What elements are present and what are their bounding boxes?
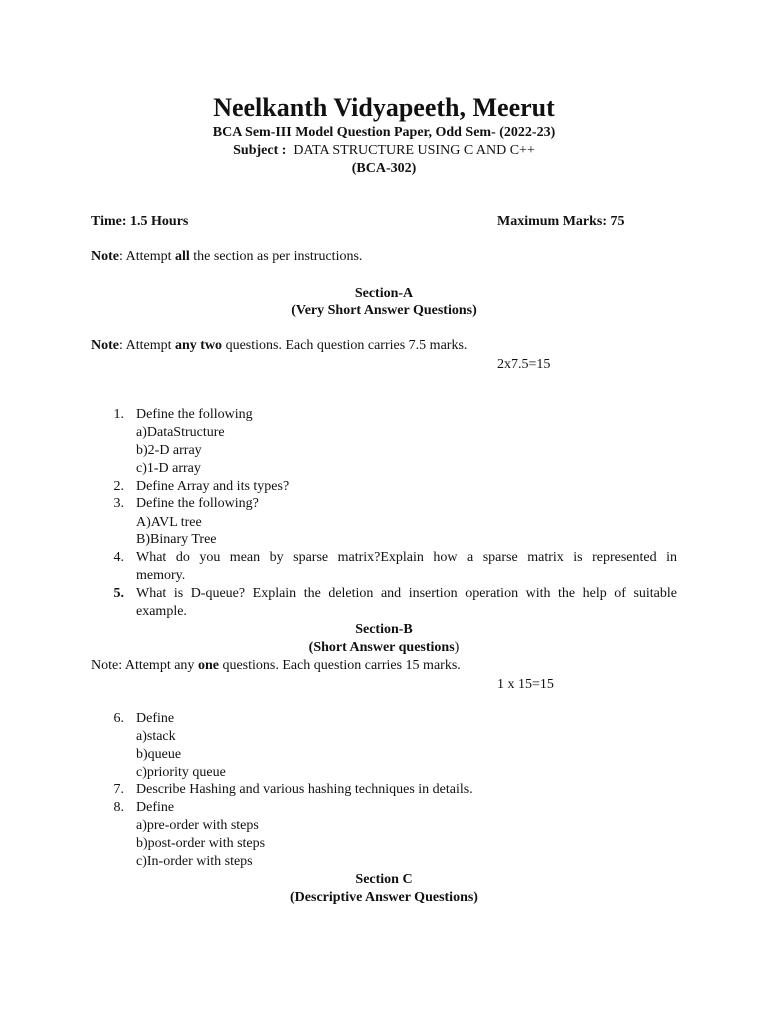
question-text: What is D-queue? Explain the deletion and insertion operation with the help of suitable (136, 586, 677, 601)
institute-title: Neelkanth Vidyapeeth, Meerut (213, 93, 555, 122)
question-number: 4. (113, 550, 124, 565)
paper-title: BCA Sem-III Model Question Paper, Odd Sem- (2022-23) (212, 125, 556, 140)
section-a-note-emph: any two (175, 338, 223, 353)
maximum-marks: Maximum Marks: 75 (497, 214, 625, 229)
question-number: 8. (113, 800, 124, 815)
question-text-continued: memory. (136, 568, 186, 583)
section-b-subtitle-close: ) (454, 640, 460, 655)
sub-item: c)priority queue (136, 765, 226, 780)
sub-item: a)DataStructure (136, 425, 225, 440)
sub-item: A)AVL tree (136, 515, 202, 530)
subject-value: DATA STRUCTURE USING C AND C++ (293, 143, 535, 158)
section-c-title: Section C (355, 872, 413, 887)
section-a-marks: 2x7.5=15 (497, 357, 551, 372)
question-number: 7. (113, 782, 124, 797)
question-number: 6. (113, 711, 124, 726)
question-text: Describe Hashing and various hashing techniques in details. (136, 782, 473, 797)
exam-time: Time: 1.5 Hours (91, 214, 189, 229)
question-text: What do you mean by sparse matrix?Explain how a sparse matrix is represented in (136, 550, 677, 565)
section-b-title: Section-B (355, 622, 413, 637)
general-note-emph: all (175, 249, 190, 264)
section-b-note-post: questions. Each question carries 15 marks. (218, 658, 461, 673)
question-number: 2. (113, 479, 124, 494)
section-b-marks: 1 x 15=15 (497, 677, 554, 692)
sub-item: b)post-order with steps (136, 836, 266, 851)
general-note (91, 248, 362, 266)
sub-item: a)pre-order with steps (136, 818, 259, 833)
subject-label: Subject : (233, 143, 287, 158)
question-text: Define (136, 800, 175, 815)
sub-item: a)stack (136, 729, 176, 744)
section-a-note-pre: : Attempt (119, 338, 175, 353)
section-b-note-emph: one (197, 658, 219, 673)
sub-item: B)Binary Tree (136, 532, 217, 547)
question-text: Define the following? (136, 496, 259, 511)
section-b-subtitle-text: (Short Answer questions (308, 640, 455, 655)
general-note-pre: : Attempt (119, 249, 175, 264)
section-b-subtitle (0, 639, 768, 657)
section-a-subtitle: (Very Short Answer Questions) (291, 303, 477, 318)
question-text: Define (136, 711, 175, 726)
subject-line (0, 142, 768, 160)
section-b-note-pre: Note: Attempt any (91, 658, 198, 673)
section-a-title: Section-A (354, 286, 414, 301)
section-b-note (91, 657, 461, 675)
section-c-subtitle: (Descriptive Answer Questions) (290, 890, 478, 905)
sub-item: c)In-order with steps (136, 854, 253, 869)
general-note-label: Note (91, 249, 119, 264)
question-number: 1. (113, 407, 124, 422)
question-text-continued: example. (136, 604, 187, 619)
general-note-post: the section as per instructions. (189, 249, 363, 264)
sub-item: b)2-D array (136, 443, 202, 458)
section-a-note-label: Note (91, 338, 119, 353)
sub-item: b)queue (136, 747, 182, 762)
sub-item: c)1-D array (136, 461, 201, 476)
question-text: Define the following (136, 407, 253, 422)
section-a-note-post: questions. Each question carries 7.5 marks. (222, 338, 468, 353)
question-number: 5. (113, 586, 124, 601)
question-text: Define Array and its types? (136, 479, 290, 494)
section-a-note (91, 337, 467, 355)
paper-code: (BCA-302) (351, 161, 417, 176)
question-number: 3. (113, 496, 124, 511)
